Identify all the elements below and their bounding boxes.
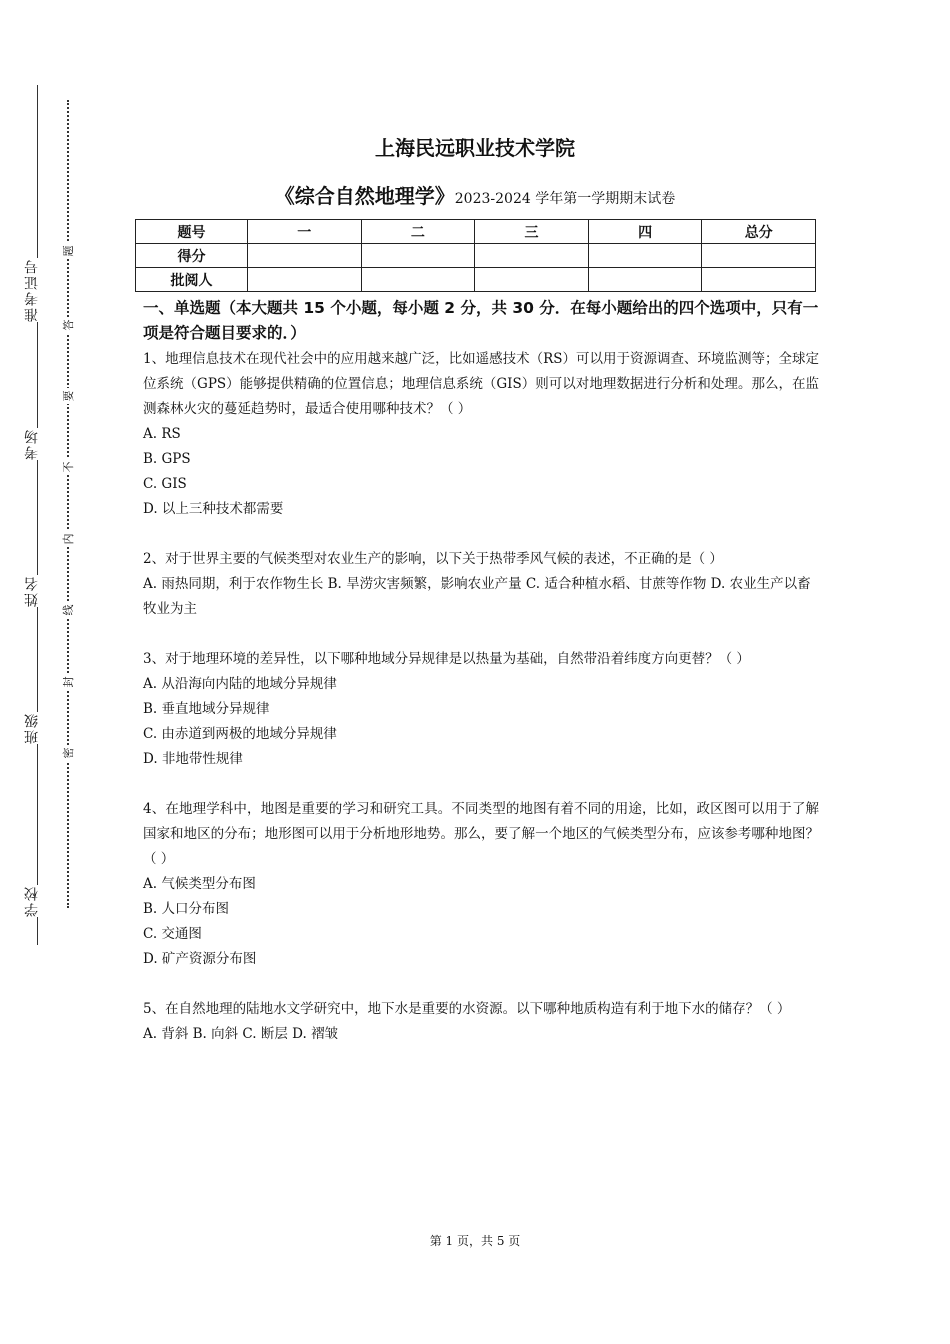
option: C. 交通图 xyxy=(143,926,202,942)
field-school: 学校 xyxy=(22,885,44,917)
option: C. 由赤道到两极的地域分异规律 xyxy=(143,726,337,742)
binding-solid-line xyxy=(37,85,38,945)
exam-title xyxy=(0,180,950,209)
score-cell xyxy=(588,244,702,268)
field-class: 班级 xyxy=(22,712,44,744)
option: D. 非地带性规律 xyxy=(143,751,243,767)
score-table-column: 三 xyxy=(475,220,589,244)
seal-char: 封 xyxy=(60,674,76,690)
option: A. 气候类型分布图 xyxy=(143,876,256,892)
question-stem: 4、在地理学科中，地图是重要的学习和研究工具。不同类型的地图有着不同的用途，比如，政区图可以用于了解国家和地区的分布；地形图可以用于分析地形地势。那么，要了解一个地区的气候类型分布，应该参考哪种地图？（ ） xyxy=(143,801,819,867)
option: A. 雨热同期，利于农作物生长 B. 旱涝灾害频繁，影响农业产量 C. 适合种植水稻、甘蔗等作物 D. 农业生产以畜牧业为主 xyxy=(143,576,811,617)
question-4 xyxy=(143,797,819,972)
score-table-column: 四 xyxy=(588,220,702,244)
question-stem: 1、地理信息技术在现代社会中的应用越来越广泛，比如遥感技术（RS）可以用于资源调查、环境监测等；全球定位系统（GPS）能够提供精确的位置信息；地理信息系统（GIS）则可以对地理数据进行分析和处理。那么，在监测森林火灾的蔓延趋势时，最适合使用哪种技术？（ ） xyxy=(143,351,820,417)
option: A. RS xyxy=(143,426,181,442)
question-5 xyxy=(143,997,819,1047)
question-3 xyxy=(143,647,819,772)
seal-char: 答 xyxy=(60,317,76,333)
page-footer: 第 1 页，共 5 页 xyxy=(429,1234,521,1248)
option: B. GPS xyxy=(143,451,191,467)
score-table-column: 总分 xyxy=(702,220,816,244)
reviewer-cell xyxy=(588,268,702,292)
score-table-column: 二 xyxy=(361,220,475,244)
reviewer-cell xyxy=(475,268,589,292)
question-stem: 5、在自然地理的陆地水文学研究中，地下水是重要的水资源。以下哪种地质构造有利于地下水的储存？（ ） xyxy=(143,1001,791,1017)
seal-char: 要 xyxy=(60,388,76,404)
question-1 xyxy=(143,347,819,522)
score-cell xyxy=(475,244,589,268)
seal-char: 密 xyxy=(60,745,76,761)
seal-char: 题 xyxy=(60,243,76,259)
course-name: 《综合自然地理学》 xyxy=(274,184,455,208)
seal-char: 线 xyxy=(60,602,76,618)
school-name: 上海民远职业技术学院 xyxy=(375,136,575,160)
score-table-label: 得分 xyxy=(136,244,248,268)
question-stem: 3、对于地理环境的差异性，以下哪种地域分异规律是以热量为基础，自然带沿着纬度方向更替？（ ） xyxy=(143,651,750,667)
binding-dotted-line xyxy=(67,100,69,908)
option: C. GIS xyxy=(143,476,187,492)
reviewer-cell xyxy=(361,268,475,292)
seal-char: 不 xyxy=(60,459,76,475)
reviewer-cell xyxy=(248,268,362,292)
score-cell xyxy=(361,244,475,268)
field-exam-number: 准考证号 xyxy=(22,258,44,322)
section-heading: 一、单选题（本大题共 15 个小题，每小题 2 分，共 30 分．在每小题给出的四个选项中，只有一项是符合题目要求的．） xyxy=(143,299,819,342)
question-stem: 2、对于世界主要的气候类型对农业生产的影响，以下关于热带季风气候的表述，不正确的是（ ） xyxy=(143,551,723,567)
score-table-label: 批阅人 xyxy=(136,268,248,292)
score-table-label: 题号 xyxy=(136,220,248,244)
score-cell xyxy=(702,244,816,268)
score-table xyxy=(135,219,816,292)
seal-char: 内 xyxy=(60,531,76,547)
field-name: 姓名 xyxy=(22,575,44,607)
question-2 xyxy=(143,547,819,622)
reviewer-cell xyxy=(702,268,816,292)
option: A. 背斜 B. 向斜 C. 断层 D. 褶皱 xyxy=(143,1026,339,1042)
score-table-column: 一 xyxy=(248,220,362,244)
exam-term: 2023-2024 学年第一学期期末试卷 xyxy=(454,191,676,207)
score-table-reviewer-row xyxy=(136,268,816,292)
option: B. 人口分布图 xyxy=(143,901,230,917)
option: B. 垂直地域分异规律 xyxy=(143,701,270,717)
score-table-score-row xyxy=(136,244,816,268)
option: A. 从沿海向内陆的地域分异规律 xyxy=(143,676,337,692)
score-cell xyxy=(248,244,362,268)
score-table-header-row xyxy=(136,220,816,244)
exam-content xyxy=(143,296,819,1072)
option: D. 以上三种技术都需要 xyxy=(143,501,284,517)
field-exam-room: 考场 xyxy=(22,428,44,460)
option: D. 矿产资源分布图 xyxy=(143,951,257,967)
